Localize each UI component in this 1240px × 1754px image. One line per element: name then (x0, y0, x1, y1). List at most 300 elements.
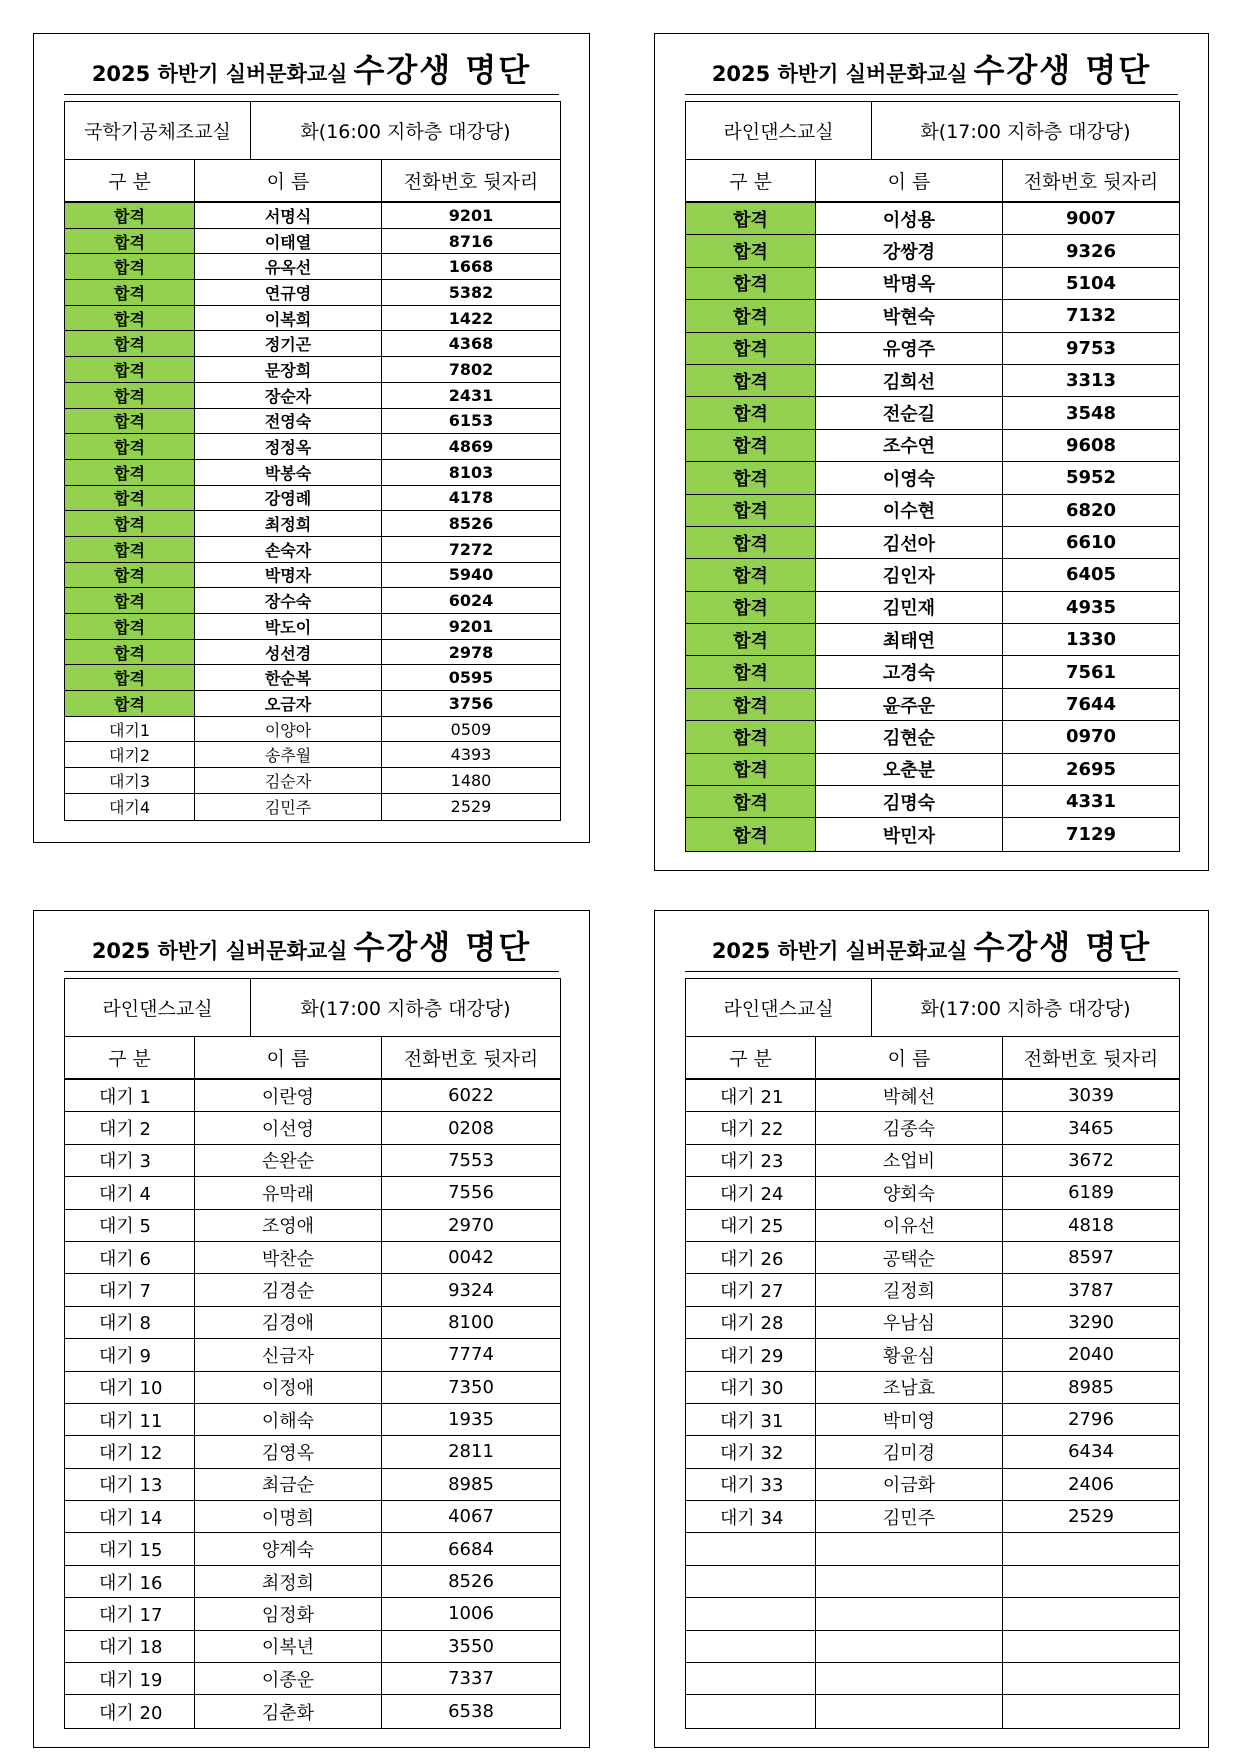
table-row (65, 1339, 560, 1371)
row-phone: 8716 (448, 231, 494, 251)
row-status: 대기 19 (65, 1663, 195, 1694)
row-phone: 3787 (1068, 1279, 1114, 1301)
row-phone: 6684 (448, 1538, 494, 1560)
row-phone: 5940 (448, 565, 494, 585)
table-row (686, 300, 1179, 332)
row-phone: 6538 (448, 1701, 494, 1723)
row-phone: 7561 (1065, 661, 1117, 683)
row-name: 이정애 (195, 1372, 382, 1403)
row-phone: 7556 (448, 1182, 494, 1204)
row-phone: 7272 (448, 539, 494, 559)
row-name: 이양아 (195, 717, 382, 742)
table-row (65, 1112, 560, 1144)
table-row (686, 754, 1179, 786)
row-phone: 8526 (448, 1571, 494, 1593)
row-name: 오춘분 (816, 754, 1003, 785)
row-name: 고경숙 (816, 656, 1003, 687)
row-name: 장수숙 (195, 588, 382, 613)
row-phone: 3672 (1068, 1149, 1114, 1171)
class-info-row (65, 979, 560, 1037)
row-name: 김경애 (195, 1307, 382, 1338)
row-name: 이종운 (195, 1663, 382, 1694)
table-row (686, 1145, 1179, 1177)
row-phone: 6153 (448, 411, 494, 431)
panel-title (64, 46, 559, 95)
class-name: 라인댄스교실 (65, 979, 251, 1036)
row-phone: 2529 (450, 797, 492, 817)
table-row (686, 1436, 1179, 1468)
row-phone (1003, 1598, 1179, 1629)
row-status: 합격 (686, 624, 816, 655)
row-status: 대기 10 (65, 1372, 195, 1403)
roster-rows (686, 1080, 1179, 1728)
row-name: 장순자 (195, 383, 382, 408)
table-row (65, 1436, 560, 1468)
table-row (65, 588, 560, 614)
class-schedule: 화(17:00 지하층 대강당) (300, 998, 511, 1020)
row-name: 서명식 (195, 203, 382, 228)
row-status: 대기 15 (65, 1533, 195, 1564)
table-row (65, 331, 560, 357)
table-row (686, 1372, 1179, 1404)
row-status: 합격 (686, 462, 816, 493)
row-name: 전영숙 (195, 409, 382, 434)
table-row (686, 1080, 1179, 1112)
title-small: 2025 하반기 실버문화교실 (711, 62, 968, 86)
row-status: 대기 24 (686, 1177, 816, 1208)
row-status: 합격 (65, 691, 195, 716)
table-row (686, 689, 1179, 721)
table-row (65, 717, 560, 743)
row-phone: 9007 (1065, 208, 1117, 230)
table-row (65, 460, 560, 486)
row-name (816, 1598, 1003, 1629)
row-name: 김미경 (816, 1436, 1003, 1467)
row-status: 대기 2 (65, 1112, 195, 1143)
row-status: 합격 (65, 511, 195, 536)
row-name (816, 1566, 1003, 1597)
table-row (686, 1404, 1179, 1436)
class-name: 라인댄스교실 (686, 102, 872, 159)
table-row (686, 1339, 1179, 1371)
row-name: 이영숙 (816, 462, 1003, 493)
table-row (686, 365, 1179, 397)
row-status: 대기 31 (686, 1404, 816, 1435)
title-small: 2025 하반기 실버문화교실 (91, 939, 348, 963)
row-phone: 1330 (1065, 629, 1117, 651)
table-row (65, 1177, 560, 1209)
row-status: 합격 (65, 254, 195, 279)
row-phone: 2529 (1068, 1506, 1114, 1528)
row-phone: 3548 (1065, 402, 1117, 424)
row-phone: 4393 (450, 745, 492, 765)
row-status: 합격 (686, 527, 816, 558)
panel-title (685, 46, 1178, 95)
row-status: 합격 (686, 559, 816, 590)
row-status: 대기 5 (65, 1210, 195, 1241)
row-phone: 1006 (448, 1603, 494, 1625)
row-phone: 0595 (448, 668, 494, 688)
row-status (686, 1695, 816, 1727)
class-info-row (686, 979, 1179, 1037)
row-phone: 1480 (450, 770, 492, 790)
table-row (65, 1307, 560, 1339)
row-name: 유옥선 (195, 254, 382, 279)
row-phone: 3313 (1065, 370, 1117, 392)
table-row (686, 1177, 1179, 1209)
table-row (65, 434, 560, 460)
panel-linedance-pass (654, 33, 1209, 871)
table-row (686, 495, 1179, 527)
row-status: 합격 (686, 656, 816, 687)
row-phone: 7644 (1065, 694, 1117, 716)
table-row (65, 614, 560, 640)
panel-linedance-wait-2 (654, 910, 1209, 1748)
row-status: 합격 (686, 268, 816, 299)
row-phone: 6189 (1068, 1182, 1114, 1204)
column-header-row (686, 160, 1179, 203)
row-status: 대기 17 (65, 1598, 195, 1629)
row-name: 우남심 (816, 1307, 1003, 1338)
row-name: 양계숙 (195, 1533, 382, 1564)
panel-linedance-wait-1 (33, 910, 590, 1748)
row-name: 오금자 (195, 691, 382, 716)
row-phone: 6405 (1065, 564, 1117, 586)
column-header-row (686, 1037, 1179, 1080)
row-phone: 2970 (448, 1214, 494, 1236)
row-status: 대기 18 (65, 1631, 195, 1662)
row-status: 대기 27 (686, 1274, 816, 1305)
row-name: 김희선 (816, 365, 1003, 396)
row-status: 합격 (686, 721, 816, 752)
table-row (65, 665, 560, 691)
title-big: 수강생 명단 (353, 928, 532, 966)
row-name: 박민자 (816, 818, 1003, 850)
row-name: 윤주운 (816, 689, 1003, 720)
row-status: 합격 (65, 306, 195, 331)
row-status: 합격 (686, 397, 816, 428)
column-header-row (65, 160, 560, 203)
row-status: 대기 32 (686, 1436, 816, 1467)
table-row (65, 1598, 560, 1630)
row-status: 합격 (65, 563, 195, 588)
row-phone (1003, 1631, 1179, 1662)
row-status: 합격 (65, 588, 195, 613)
table-row (65, 280, 560, 306)
row-name: 이태열 (195, 229, 382, 254)
table-row (686, 1274, 1179, 1306)
row-phone: 0509 (450, 719, 492, 739)
row-name: 신금자 (195, 1339, 382, 1370)
row-name: 김민주 (816, 1501, 1003, 1532)
row-status: 대기 30 (686, 1372, 816, 1403)
row-name: 송추월 (195, 742, 382, 767)
row-phone: 8985 (1068, 1376, 1114, 1398)
row-status (686, 1663, 816, 1694)
col-type-header: 구 분 (65, 1037, 195, 1078)
row-phone: 1668 (448, 257, 494, 277)
table-row (686, 1501, 1179, 1533)
row-phone: 7553 (448, 1149, 494, 1171)
row-status: 대기 8 (65, 1307, 195, 1338)
row-phone: 2431 (448, 385, 494, 405)
col-name-header: 이 름 (816, 160, 1003, 201)
title-big: 수강생 명단 (353, 51, 532, 89)
row-phone: 2811 (448, 1441, 494, 1463)
row-name: 김경순 (195, 1274, 382, 1305)
row-name (816, 1695, 1003, 1727)
row-name: 문장희 (195, 357, 382, 382)
row-name: 박찬순 (195, 1242, 382, 1273)
row-name: 이명희 (195, 1501, 382, 1532)
row-name: 최정희 (195, 511, 382, 536)
row-phone: 4869 (448, 437, 494, 457)
table-row (65, 1663, 560, 1695)
row-name: 이복년 (195, 1631, 382, 1662)
row-status: 합격 (65, 665, 195, 690)
column-header-row (65, 1037, 560, 1080)
roster-rows (65, 203, 560, 820)
col-phone-header: 전화번호 뒷자리 (403, 1048, 539, 1070)
row-status: 대기 33 (686, 1469, 816, 1500)
row-phone: 8597 (1068, 1247, 1114, 1269)
row-name: 박현숙 (816, 300, 1003, 331)
table-row (65, 229, 560, 255)
row-phone: 4178 (448, 488, 494, 508)
row-name: 전순길 (816, 397, 1003, 428)
col-name-header: 이 름 (195, 160, 382, 201)
row-name: 김민재 (816, 592, 1003, 623)
row-name: 김순자 (195, 768, 382, 793)
row-phone: 0208 (448, 1117, 494, 1139)
roster-table (685, 101, 1180, 852)
row-phone: 0970 (1065, 726, 1117, 748)
col-type-header: 구 분 (65, 160, 195, 201)
row-status: 합격 (65, 229, 195, 254)
row-status (686, 1631, 816, 1662)
row-phone: 9326 (1065, 240, 1117, 262)
row-status: 대기 34 (686, 1501, 816, 1532)
table-row (65, 511, 560, 537)
row-status (686, 1598, 816, 1629)
row-status: 합격 (65, 280, 195, 305)
row-name: 유영주 (816, 333, 1003, 364)
table-row (65, 640, 560, 666)
row-status: 합격 (65, 614, 195, 639)
row-phone: 3039 (1068, 1085, 1114, 1107)
row-name: 정기곤 (195, 331, 382, 356)
row-status: 합격 (686, 430, 816, 461)
table-row (686, 203, 1179, 235)
row-phone: 9201 (448, 205, 494, 225)
row-status: 합격 (686, 333, 816, 364)
row-phone: 3290 (1068, 1311, 1114, 1333)
row-phone: 2695 (1065, 758, 1117, 780)
row-name: 김민주 (195, 794, 382, 820)
table-row (686, 462, 1179, 494)
table-row (65, 1404, 560, 1436)
table-row (686, 624, 1179, 656)
row-phone: 6024 (448, 591, 494, 611)
table-row (65, 486, 560, 512)
roster-table (64, 978, 561, 1729)
row-status: 합격 (686, 689, 816, 720)
col-type-header: 구 분 (686, 1037, 816, 1078)
row-name: 김현순 (816, 721, 1003, 752)
row-phone: 0042 (448, 1247, 494, 1269)
table-row (686, 1112, 1179, 1144)
row-name (816, 1631, 1003, 1662)
col-phone-header: 전화번호 뒷자리 (403, 171, 539, 193)
class-info-row (65, 102, 560, 160)
roster-table (64, 101, 561, 821)
table-row (65, 1372, 560, 1404)
table-row (686, 1307, 1179, 1339)
table-row (686, 1242, 1179, 1274)
row-phone: 8100 (448, 1311, 494, 1333)
row-status: 합격 (65, 357, 195, 382)
row-phone: 7129 (1065, 824, 1117, 846)
col-name-header: 이 름 (816, 1037, 1003, 1078)
row-phone: 2978 (448, 642, 494, 662)
row-name: 이해숙 (195, 1404, 382, 1435)
row-phone: 9201 (448, 616, 494, 636)
row-name: 박명옥 (816, 268, 1003, 299)
table-row (65, 383, 560, 409)
table-row (686, 268, 1179, 300)
row-phone: 9753 (1065, 337, 1117, 359)
title-small: 2025 하반기 실버문화교실 (91, 62, 348, 86)
row-name: 한순복 (195, 665, 382, 690)
row-phone: 8526 (448, 514, 494, 534)
panel-title (685, 923, 1178, 972)
col-type-header: 구 분 (686, 160, 816, 201)
table-row (65, 1242, 560, 1274)
row-name: 강영례 (195, 486, 382, 511)
table-row (686, 430, 1179, 462)
row-status: 대기3 (65, 768, 195, 793)
row-name: 손숙자 (195, 537, 382, 562)
row-status: 합격 (686, 592, 816, 623)
row-status: 대기 7 (65, 1274, 195, 1305)
table-row (65, 1274, 560, 1306)
row-name: 길정희 (816, 1274, 1003, 1305)
row-name: 강쌍경 (816, 235, 1003, 266)
row-name (816, 1663, 1003, 1694)
table-row (65, 1631, 560, 1663)
row-status: 합격 (65, 640, 195, 665)
table-row (686, 721, 1179, 753)
table-row (686, 1533, 1179, 1565)
row-phone (1003, 1695, 1179, 1727)
row-phone (1003, 1663, 1179, 1694)
table-row (686, 559, 1179, 591)
row-name: 박도이 (195, 614, 382, 639)
row-name: 박미영 (816, 1404, 1003, 1435)
row-phone: 7337 (448, 1668, 494, 1690)
row-name: 연규영 (195, 280, 382, 305)
row-status: 합격 (686, 365, 816, 396)
row-name: 성선경 (195, 640, 382, 665)
table-row (65, 1469, 560, 1501)
row-phone: 6434 (1068, 1441, 1114, 1463)
row-status: 대기 1 (65, 1080, 195, 1111)
row-status: 대기 21 (686, 1080, 816, 1111)
col-phone-header: 전화번호 뒷자리 (1023, 171, 1159, 193)
table-row (686, 786, 1179, 818)
row-status: 합격 (65, 409, 195, 434)
class-name: 라인댄스교실 (686, 979, 872, 1036)
table-row (65, 1695, 560, 1727)
row-phone: 7132 (1065, 305, 1117, 327)
row-name: 이유선 (816, 1210, 1003, 1241)
table-row (65, 203, 560, 229)
row-status: 대기 4 (65, 1177, 195, 1208)
row-phone: 9608 (1065, 434, 1117, 456)
row-status: 합격 (65, 331, 195, 356)
row-name (816, 1533, 1003, 1564)
row-status: 대기 12 (65, 1436, 195, 1467)
table-row (65, 1501, 560, 1533)
row-status (686, 1566, 816, 1597)
roster-rows (686, 203, 1179, 851)
row-name: 소업비 (816, 1145, 1003, 1176)
row-name: 김영옥 (195, 1436, 382, 1467)
class-schedule: 화(17:00 지하층 대강당) (920, 998, 1131, 1020)
row-name: 이성용 (816, 203, 1003, 234)
row-status: 대기 22 (686, 1112, 816, 1143)
row-name: 김명숙 (816, 786, 1003, 817)
row-status: 합격 (686, 786, 816, 817)
row-status: 대기 14 (65, 1501, 195, 1532)
row-name: 박봉숙 (195, 460, 382, 485)
row-name: 공택순 (816, 1242, 1003, 1273)
row-status: 대기4 (65, 794, 195, 820)
table-row (65, 409, 560, 435)
row-phone: 4368 (448, 334, 494, 354)
row-status: 대기 25 (686, 1210, 816, 1241)
table-row (686, 818, 1179, 850)
row-name: 조영애 (195, 1210, 382, 1241)
table-row (65, 742, 560, 768)
roster-table (685, 978, 1180, 1729)
row-status: 합격 (65, 537, 195, 562)
row-name: 유막래 (195, 1177, 382, 1208)
row-name: 박명자 (195, 563, 382, 588)
row-phone: 8103 (448, 462, 494, 482)
table-row (686, 527, 1179, 559)
table-row (65, 1145, 560, 1177)
row-name: 박혜선 (816, 1080, 1003, 1111)
table-row (65, 794, 560, 820)
row-status (686, 1533, 816, 1564)
title-small: 2025 하반기 실버문화교실 (711, 939, 968, 963)
table-row (686, 235, 1179, 267)
row-status: 대기2 (65, 742, 195, 767)
row-name: 이수현 (816, 495, 1003, 526)
row-phone: 7802 (448, 359, 494, 379)
row-status: 대기 11 (65, 1404, 195, 1435)
row-name: 최금순 (195, 1469, 382, 1500)
row-phone: 2406 (1068, 1473, 1114, 1495)
row-phone: 1935 (448, 1409, 494, 1431)
table-row (65, 563, 560, 589)
table-row (686, 1631, 1179, 1663)
col-name-header: 이 름 (195, 1037, 382, 1078)
row-phone: 3756 (448, 693, 494, 713)
row-status: 대기 13 (65, 1469, 195, 1500)
row-phone: 6610 (1065, 532, 1117, 554)
